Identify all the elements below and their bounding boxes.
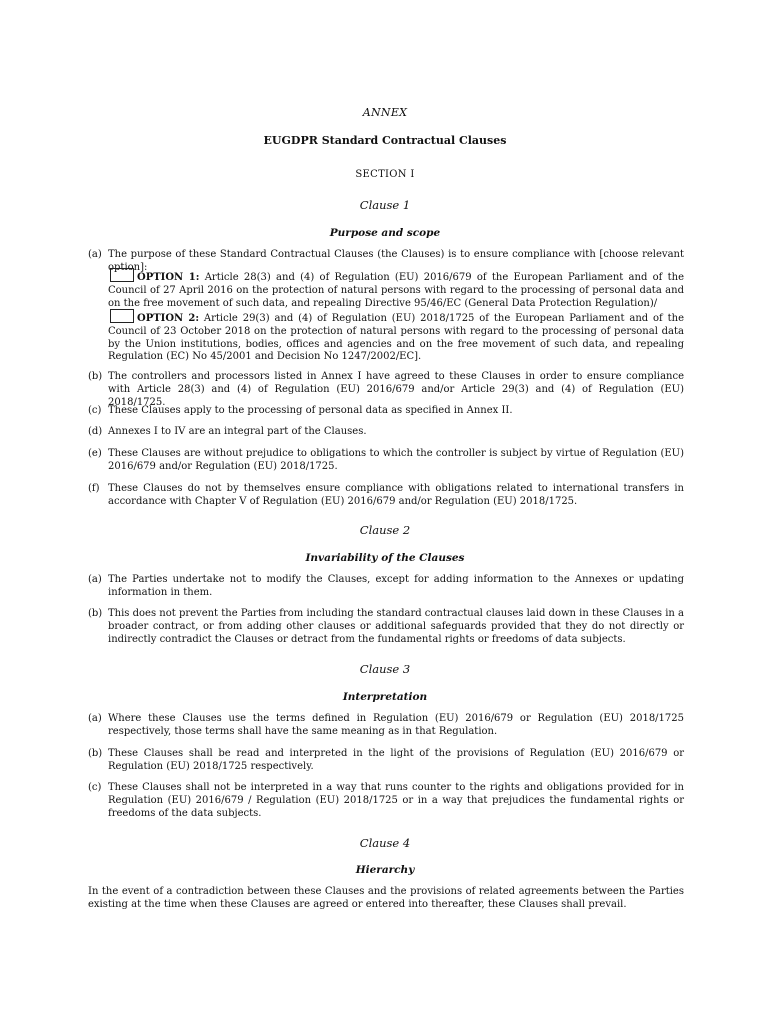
item-label: (a) [88, 574, 102, 585]
clause-4-heading: Hierarchy [355, 864, 415, 876]
item-text: These Clauses are without prejudice to obligations to which the controller is subject by virtue of Regulation (EU) 2016/679 and/or Regulation (EU) 2018/1725. [108, 448, 684, 472]
item-text: Where these Clauses use the terms defined in Regulation (EU) 2016/679 or Regulation (EU) 2018/1725 respectively, those terms shall have the same meaning as in that Regulation. [108, 713, 684, 737]
option-1-lead: OPTION 1: [137, 272, 200, 283]
clause-3-label: Clause 3 [359, 662, 411, 676]
item-label: (d) [88, 426, 103, 437]
option-2-lead: OPTION 2: [137, 313, 200, 324]
item-label: (b) [88, 608, 103, 619]
item-text: The Parties undertake not to modify the Clauses, except for adding information to the Annexes or updating information in them. [108, 574, 684, 598]
item-label: (a) [88, 249, 102, 260]
item-text: Annexes I to IV are an integral part of the Clauses. [108, 426, 367, 437]
section-label: SECTION I [355, 169, 415, 180]
option-2-text: Article 29(3) and (4) of Regulation (EU) 2018/1725 of the European Parliament and of the Council of 23 October 2018 on the protection of natural persons with regard to the processing of personal data by the Union institutions, bodies, offices and agencies and on the free movement of such data, and repealing Regulation (EC) No 45/2001 and Decision No 1247/2002/EC]. [108, 313, 684, 363]
item-text: This does not prevent the Parties from including the standard contractual clauses laid down in these Clauses in a broader contract, or from adding other clauses or additional safeguards provided that they do not directly or indirectly contradict the Clauses or detract from the fundamental rights or freedoms of data subjects. [108, 608, 684, 645]
item-text: These Clauses apply to the processing of personal data as specified in Annex II. [108, 405, 513, 416]
clause-1-label: Clause 1 [359, 198, 411, 212]
clause-3-heading: Interpretation [342, 691, 428, 703]
option-1-text: Article 28(3) and (4) of Regulation (EU) 2016/679 of the European Parliament and of the Council of 27 April 2016 on the protection of natural persons with regard to the processing of personal data and on the free movement of such data, and repealing Directive 95/46/EC (General Data Protection Regulation)/ [108, 272, 684, 309]
item-label: (c) [88, 782, 102, 793]
item-text: The controllers and processors listed in Annex I have agreed to these Clauses in order to ensure compliance with Article 28(3) and (4) of Regulation (EU) 2016/679 and/or Article 29(3) and (4) of Regulation (EU) 2018/1725. [108, 371, 684, 408]
document-title: EUGDPR Standard Contractual Clauses [263, 134, 507, 147]
item-text: The purpose of these Standard Contractual Clauses (the Clauses) is to ensure compliance with [choose relevant option]: [108, 249, 684, 273]
item-label: (a) [88, 713, 102, 724]
option-1 [108, 268, 684, 310]
item-label: (b) [88, 748, 103, 759]
clause-4-label: Clause 4 [359, 836, 411, 850]
item-text: These Clauses shall be read and interpreted in the light of the provisions of Regulation (EU) 2016/679 or Regulation (EU) 2018/1725 respectively. [108, 748, 684, 772]
option-1-checkbox[interactable] [110, 268, 134, 282]
item-label: (c) [88, 405, 102, 416]
item-text: These Clauses do not by themselves ensure compliance with obligations related to international transfers in accordance with Chapter V of Regulation (EU) 2016/679 and/or Regulation (EU) 2018/1725. [108, 483, 684, 507]
option-2-checkbox[interactable] [110, 309, 134, 323]
item-label: (b) [88, 371, 103, 382]
clause-2-label: Clause 2 [359, 523, 411, 537]
clause-2-heading: Invariability of the Clauses [305, 552, 465, 564]
item-text: These Clauses shall not be interpreted in a way that runs counter to the rights and obligations provided for in Regulation (EU) 2016/679 / Regulation (EU) 2018/1725 or in a way that prejudices the fundamental rights or freedoms of the data subjects. [108, 782, 684, 819]
item-label: (e) [88, 448, 102, 459]
clause-4-text: In the event of a contradiction between these Clauses and the provisions of related agreements between the Parties existing at the time when these Clauses are agreed or entered into thereafter, these Clauses shall prevail. [88, 886, 684, 910]
annex-label: ANNEX [362, 106, 408, 119]
item-label: (f) [88, 483, 100, 494]
clause-1-heading: Purpose and scope [329, 227, 441, 239]
option-2 [108, 309, 684, 364]
